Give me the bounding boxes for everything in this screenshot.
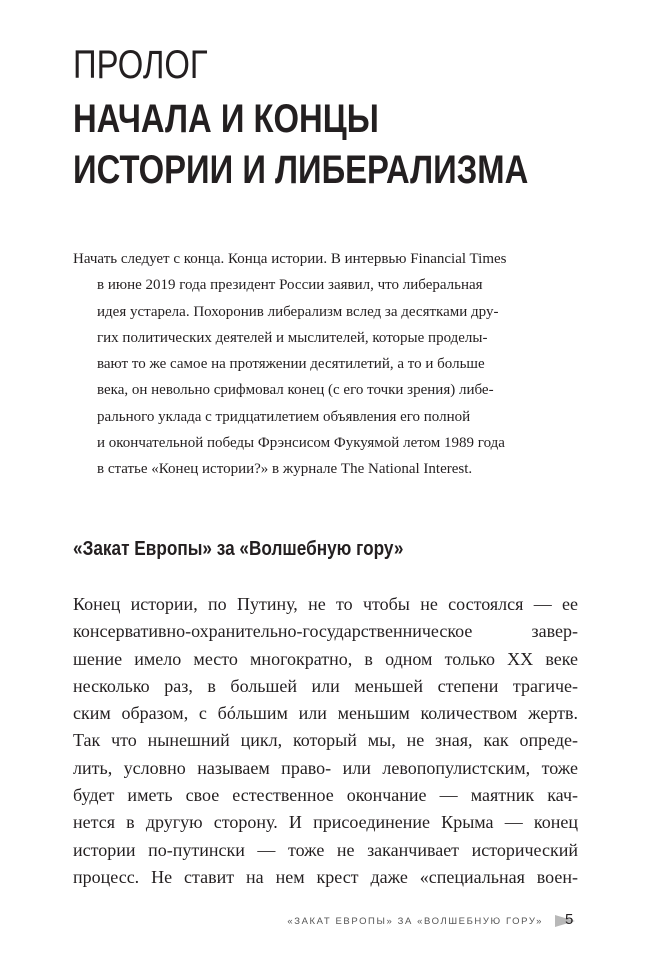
epigraph-line: гих политических деятелей и мыслителей, которые проделы- [97,329,488,346]
page-footer [287,914,575,928]
body-line: будет иметь свое естественное окончание — маятник кач- [73,785,578,806]
epigraph-line: в статье «Конец истории?» в журнале The National Interest. [97,461,473,478]
epigraph-line: идея устарела. Похоронив либерализм вслед за десятками дру- [97,303,499,320]
body-line: процесс. Не ставит на нем крест даже «специальная воен- [73,866,578,887]
body-line: шение имело место многократно, в одном только XX веке [73,648,578,669]
body-line: консервативно-охранительно-государственническое завер- [73,621,578,642]
chapter-title [73,94,528,196]
section-heading: «Закат Европы» за «Волшебную гору» [73,538,404,560]
body-line: лить, условно называем право- или левопопулистским, тоже [73,757,578,778]
epigraph [73,246,573,483]
body-line: Конец истории, по Путину, не то чтобы не состоялся — ее [73,594,578,614]
epigraph-line: вают то же самое на протяжении десятилетий, а то и больше [97,356,485,373]
chapter-label: ПРОЛОГ [73,43,208,87]
body-line: истории по-путински — тоже не заканчивает исторический [73,839,578,860]
chapter-title-line: НАЧАЛА И КОНЦЫ [73,97,379,141]
chapter-title-line: ИСТОРИИ И ЛИБЕРАЛИЗМА [73,148,529,192]
page-number: 5 [565,911,574,928]
epigraph-line: Начать следует с конца. Конца истории. В интервью Financial Times [73,251,507,267]
body-line: ским образом, с бóльшим или меньшим количеством жертв. [73,703,578,724]
epigraph-line: в июне 2019 года президент России заявил, что либеральная [97,277,483,294]
running-head: «ЗАКАТ ЕВРОПЫ» ЗА «ВОЛШЕБНУЮ ГОРУ» [287,915,543,927]
body-line: Так что нынешний цикл, который мы, не зная, как опреде- [73,730,578,751]
epigraph-line: века, он невольно срифмовал конец (с его точки зрения) либе- [97,382,494,399]
body-line: нется в другую сторону. И присоединение Крыма — конец [73,812,578,833]
body-line: несколько раз, в большей или меньшей степени трагиче- [73,675,578,696]
epigraph-line: и окончательной победы Фрэнсисом Фукуямой летом 1989 года [97,435,505,452]
body-text [73,591,578,891]
epigraph-line: рального уклада с тридцатилетием объявления его полной [97,408,471,425]
